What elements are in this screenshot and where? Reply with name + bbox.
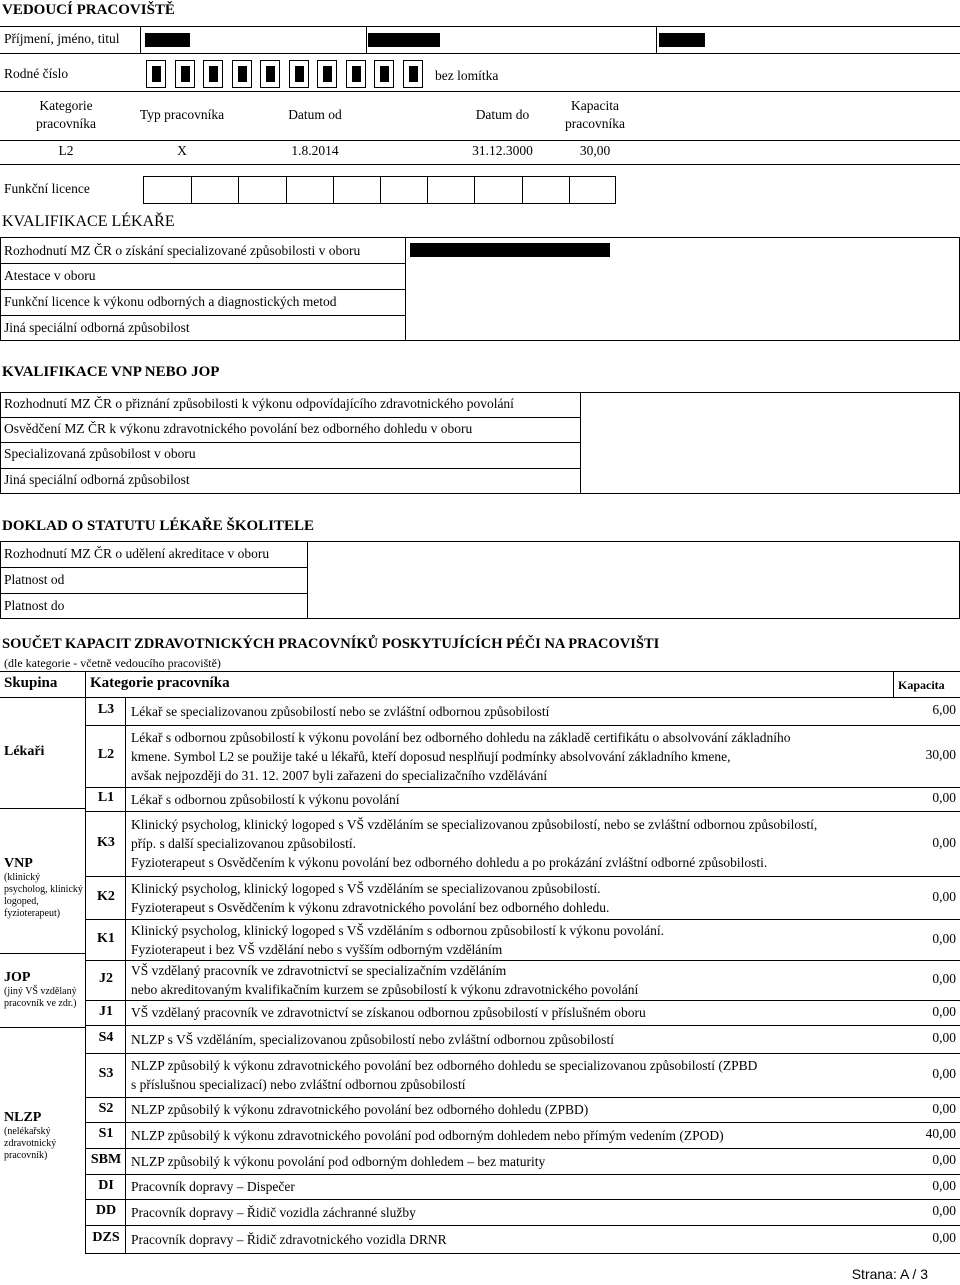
rc-digit-redaction xyxy=(266,66,275,82)
category-kapacita: 0,00 xyxy=(932,1100,956,1116)
category-kapacita: 0,00 xyxy=(932,971,956,986)
category-description-line: kmene. Symbol L2 se použije také u lékařů, kteří doposud nesplňují podmínky absolvování základního kmene, xyxy=(131,748,731,764)
category-kapacita: 0,00 xyxy=(932,1230,956,1245)
rc-digit-redaction xyxy=(238,66,247,82)
category-kapacita: 0,00 xyxy=(932,1030,956,1045)
funkcni-licence-cell-divider xyxy=(427,177,428,203)
funkcni-licence-cell-divider xyxy=(286,177,287,203)
category-description xyxy=(131,1056,901,1094)
category-description-line: Fyzioterapeut s Osvědčením k výkonu povolání bez odborného dohledu a po prokázání zvláštní odborné způsobilosti. xyxy=(131,855,768,870)
funkcni-licence-grid xyxy=(143,176,616,204)
category-description-line: Pracovník dopravy – Řidič vozidla záchranné služby xyxy=(131,1204,416,1220)
category-description xyxy=(131,1152,901,1171)
category-description-line: příp. s další specializovanou způsobilostí. xyxy=(131,836,356,851)
row-divider xyxy=(85,1174,960,1175)
category-description-line: Fyzioterapeut i bez VŠ vzdělání nebo s vyšším odborným vzděláním xyxy=(131,941,503,957)
rc-digit-redaction xyxy=(295,66,304,82)
redacted-title xyxy=(659,33,705,47)
cell-kategorie: L2 xyxy=(58,143,74,158)
rc-digit-redaction xyxy=(352,66,361,82)
row-divider xyxy=(85,811,960,812)
row-divider xyxy=(85,1000,960,1001)
rc-digit-box xyxy=(289,60,309,88)
funkcni-licence-cell-divider xyxy=(380,177,381,203)
skolitel-row-0: Rozhodnutí MZ ČR o udělení akreditace v oboru xyxy=(4,546,270,561)
redacted-surname xyxy=(145,33,190,47)
funkcni-licence-cell-divider xyxy=(569,177,570,203)
category-description-line: Klinický psycholog, klinický logoped s VŠ vzděláním s odbornou způsobilostí k výkonu povolání. xyxy=(131,922,664,938)
rc-digit-box xyxy=(232,60,252,88)
category-description-line: VŠ vzdělaný pracovník ve zdravotnictví se specializačním vzděláním xyxy=(131,963,507,978)
row-divider xyxy=(85,1148,960,1149)
cell-kapacita: 30,00 xyxy=(579,143,611,158)
funkcni-licence-cell-divider xyxy=(474,177,475,203)
col-header-kategorie: Kategorie pracovníka xyxy=(36,98,96,131)
category-code: SBM xyxy=(90,1152,122,1167)
col-header-datum-do: Datum do xyxy=(475,107,530,122)
rc-digit-redaction xyxy=(181,66,190,82)
category-code: J2 xyxy=(99,971,113,986)
kval-row-0: Rozhodnutí MZ ČR o získání specializované způsobilosti v oboru xyxy=(4,243,361,258)
divider xyxy=(0,26,960,27)
category-description-line: NLZP způsobilý k výkonu povolání pod odborným dohledem – bez maturity xyxy=(131,1153,546,1169)
category-code: K3 xyxy=(97,834,115,850)
category-code: S2 xyxy=(98,1100,114,1116)
rc-digit-redaction xyxy=(152,66,161,82)
rc-digit-redaction xyxy=(209,66,218,82)
category-code: J1 xyxy=(99,1003,113,1019)
category-code: DZS xyxy=(92,1230,120,1245)
category-kapacita: 30,00 xyxy=(925,747,956,762)
category-code: S4 xyxy=(98,1030,114,1045)
vnp-row-0: Rozhodnutí MZ ČR o přiznání způsobilosti k výkonu odpovídajícího zdravotnického povolání xyxy=(4,396,514,411)
row-divider xyxy=(85,1097,960,1098)
category-code: K1 xyxy=(97,930,115,946)
category-kapacita: 40,00 xyxy=(925,1126,956,1141)
section-heading-vedouci: VEDOUCÍ PRACOVIŠTĚ xyxy=(2,2,175,18)
rc-digit-box xyxy=(203,60,223,88)
group-lekari: Lékaři xyxy=(4,744,45,759)
redacted-firstname xyxy=(368,33,440,47)
name-label: Příjmení, jméno, titul xyxy=(4,31,120,46)
category-description xyxy=(131,815,901,872)
row-divider xyxy=(85,1053,960,1054)
row-divider xyxy=(85,1199,960,1200)
category-description-line: Lékař s odbornou způsobilostí k výkonu povolání bez odborného dohledu na základě certifikátu o absolvování základního xyxy=(131,729,791,745)
category-kapacita: 0,00 xyxy=(932,1152,956,1167)
category-description-line: nebo akreditovaným kvalifikačním kurzem se způsobilostí k výkonu zdravotnického povolání xyxy=(131,982,639,997)
category-kapacita: 6,00 xyxy=(932,702,956,717)
group-nlzp: NLZP (nelékařský zdravotnický pracovník) xyxy=(4,1110,57,1161)
category-description-line: NLZP způsobilý k výkonu zdravotnického povolání bez odborného dohledu (ZPBD) xyxy=(131,1102,589,1117)
funkcni-licence-cell-divider xyxy=(238,177,239,203)
section-heading-skolitel: DOKLAD O STATUTU LÉKAŘE ŠKOLITELE xyxy=(2,518,315,534)
kval-row-3: Jiná speciální odborná způsobilost xyxy=(4,320,190,335)
category-kapacita: 0,00 xyxy=(932,1066,956,1081)
row-divider xyxy=(85,876,960,877)
skolitel-row-2: Platnost do xyxy=(4,598,65,613)
category-code: L2 xyxy=(97,747,115,762)
group-jop: JOP (jiný VŠ vzdělaný pracovník ve zdr.) xyxy=(4,970,77,1009)
rc-digit-box xyxy=(346,60,366,88)
category-description-line: Klinický psycholog, klinický logoped s VŠ vzděláním se specializovanou způsobilostí. xyxy=(131,880,601,896)
section-heading-kvalifikace-vnp: KVALIFIKACE VNP NEBO JOP xyxy=(2,364,220,380)
category-description xyxy=(131,1003,901,1022)
category-code: S1 xyxy=(98,1126,114,1141)
divider xyxy=(0,53,960,54)
rc-digit-redaction xyxy=(409,66,418,82)
redacted-obor xyxy=(410,243,610,257)
rc-label: Rodné číslo xyxy=(4,66,69,81)
category-description-line: s příslušnou specializací) nebo zvláštní odbornou způsobilostí xyxy=(131,1077,466,1092)
category-description xyxy=(131,1177,901,1196)
category-description xyxy=(131,1230,901,1249)
category-kapacita: 0,00 xyxy=(932,888,956,904)
section-heading-kvalifikace-lekare: KVALIFIKACE LÉKAŘE xyxy=(2,213,175,230)
col-kapacita: Kapacita xyxy=(898,678,945,692)
funkcni-licence-cell-divider xyxy=(333,177,334,203)
category-description xyxy=(131,1126,901,1145)
category-description xyxy=(131,1030,901,1049)
category-description-line: Klinický psycholog, klinický logoped s VŠ vzděláním se specializovanou způsobilostí, nebo se zvláštní odbornou způsobilostí, xyxy=(131,817,818,832)
section-subheading-soucet: (dle kategorie - včetně vedoucího pracoviště) xyxy=(4,656,221,670)
row-divider xyxy=(85,1225,960,1226)
category-kapacita: 0,00 xyxy=(932,930,956,946)
rc-digit-box xyxy=(317,60,337,88)
section-heading-soucet: SOUČET KAPACIT ZDRAVOTNICKÝCH PRACOVNÍKŮ POSKYTUJÍCÍCH PÉČI NA PRACOVIŠTI xyxy=(2,636,660,652)
row-divider xyxy=(85,787,960,788)
group-vnp: VNP (klinický psycholog, klinický logoped, fyzioterapeut) xyxy=(4,856,83,919)
category-code: S3 xyxy=(98,1066,114,1081)
category-code: DD xyxy=(95,1203,117,1218)
category-description-line: NLZP způsobilý k výkonu zdravotnického povolání bez odborného dohledu se specializovanou způsobilostí (ZPBD xyxy=(131,1058,758,1073)
category-description xyxy=(131,921,901,959)
category-kapacita: 0,00 xyxy=(932,834,956,850)
rc-digit-box xyxy=(260,60,280,88)
row-divider xyxy=(85,1253,960,1254)
col-header-typ: Typ pracovníka xyxy=(139,107,225,122)
category-description xyxy=(131,1203,901,1222)
category-description-line: avšak nejpozději do 31. 12. 2007 byli zařazeni do specializačního vzdělávání xyxy=(131,767,548,783)
kval-row-1: Atestace v oboru xyxy=(4,268,96,283)
category-description-line: VŠ vzdělaný pracovník ve zdravotnictví se získanou odbornou způsobilostí v příslušném oboru xyxy=(131,1005,646,1020)
col-kategorie: Kategorie pracovníka xyxy=(90,675,230,691)
page-number: Strana: A / 3 xyxy=(851,1266,928,1282)
category-description xyxy=(131,879,901,917)
category-description xyxy=(131,961,901,999)
category-code: L3 xyxy=(97,702,115,717)
category-kapacita: 0,00 xyxy=(932,790,956,805)
category-code: K2 xyxy=(97,888,115,904)
col-header-datum-od: Datum od xyxy=(288,107,342,122)
rc-digit-redaction xyxy=(323,66,332,82)
vnp-row-3: Jiná speciální odborná způsobilost xyxy=(4,472,190,487)
funkcni-licence-label: Funkční licence xyxy=(4,181,90,196)
kval-row-2: Funkční licence k výkonu odborných a diagnostických metod xyxy=(4,294,337,309)
rc-digit-box xyxy=(146,60,166,88)
category-description-line: Pracovník dopravy – Řidič zdravotnického vozidla DRNR xyxy=(131,1231,447,1247)
vnp-row-1: Osvědčení MZ ČR k výkonu zdravotnického povolání bez odborného dohledu v oboru xyxy=(4,421,473,436)
row-divider xyxy=(85,1122,960,1123)
vnp-row-2: Specializovaná způsobilost v oboru xyxy=(4,446,196,461)
cell-typ: X xyxy=(177,143,187,158)
category-description-line: Lékař s odbornou způsobilostí k výkonu povolání xyxy=(131,791,400,807)
funkcni-licence-cell-divider xyxy=(522,177,523,203)
category-description-line: NLZP s VŠ vzděláním, specializovanou způsobilostí nebo zvláštní odbornou způsobilostí xyxy=(131,1031,614,1047)
category-description xyxy=(131,702,901,721)
rc-note: bez lomítka xyxy=(435,68,499,83)
skolitel-row-1: Platnost od xyxy=(4,572,65,587)
category-description-line: Lékař se specializovanou způsobilostí nebo se zvláštní odbornou způsobilostí xyxy=(131,703,550,719)
cell-datum-od: 1.8.2014 xyxy=(291,143,339,158)
row-divider xyxy=(85,1025,960,1026)
category-kapacita: 0,00 xyxy=(932,1203,956,1218)
rc-digit-box xyxy=(175,60,195,88)
rc-digit-redaction xyxy=(380,66,389,82)
category-description-line: Pracovník dopravy – Dispečer xyxy=(131,1179,295,1194)
category-code: DI xyxy=(98,1177,114,1193)
rc-digit-box xyxy=(374,60,394,88)
category-description-line: Fyzioterapeut s Osvědčením k výkonu zdravotnického povolání bez odborného dohledu. xyxy=(131,899,610,915)
category-description-line: NLZP způsobilý k výkonu zdravotnického povolání pod odborným dohledem nebo přímým vedením (ZPOD) xyxy=(131,1127,724,1143)
col-header-kapacita: Kapacita pracovníka xyxy=(565,98,625,131)
rc-digit-box xyxy=(403,60,423,88)
row-divider xyxy=(85,725,960,726)
cell-datum-do: 31.12.3000 xyxy=(472,143,533,158)
category-description xyxy=(131,728,901,785)
category-code: L1 xyxy=(97,790,115,805)
category-kapacita: 0,00 xyxy=(932,1177,956,1193)
category-description xyxy=(131,790,901,809)
col-skupina: Skupina xyxy=(4,675,58,691)
category-kapacita: 0,00 xyxy=(932,1003,956,1019)
category-description xyxy=(131,1100,901,1119)
funkcni-licence-cell-divider xyxy=(191,177,192,203)
